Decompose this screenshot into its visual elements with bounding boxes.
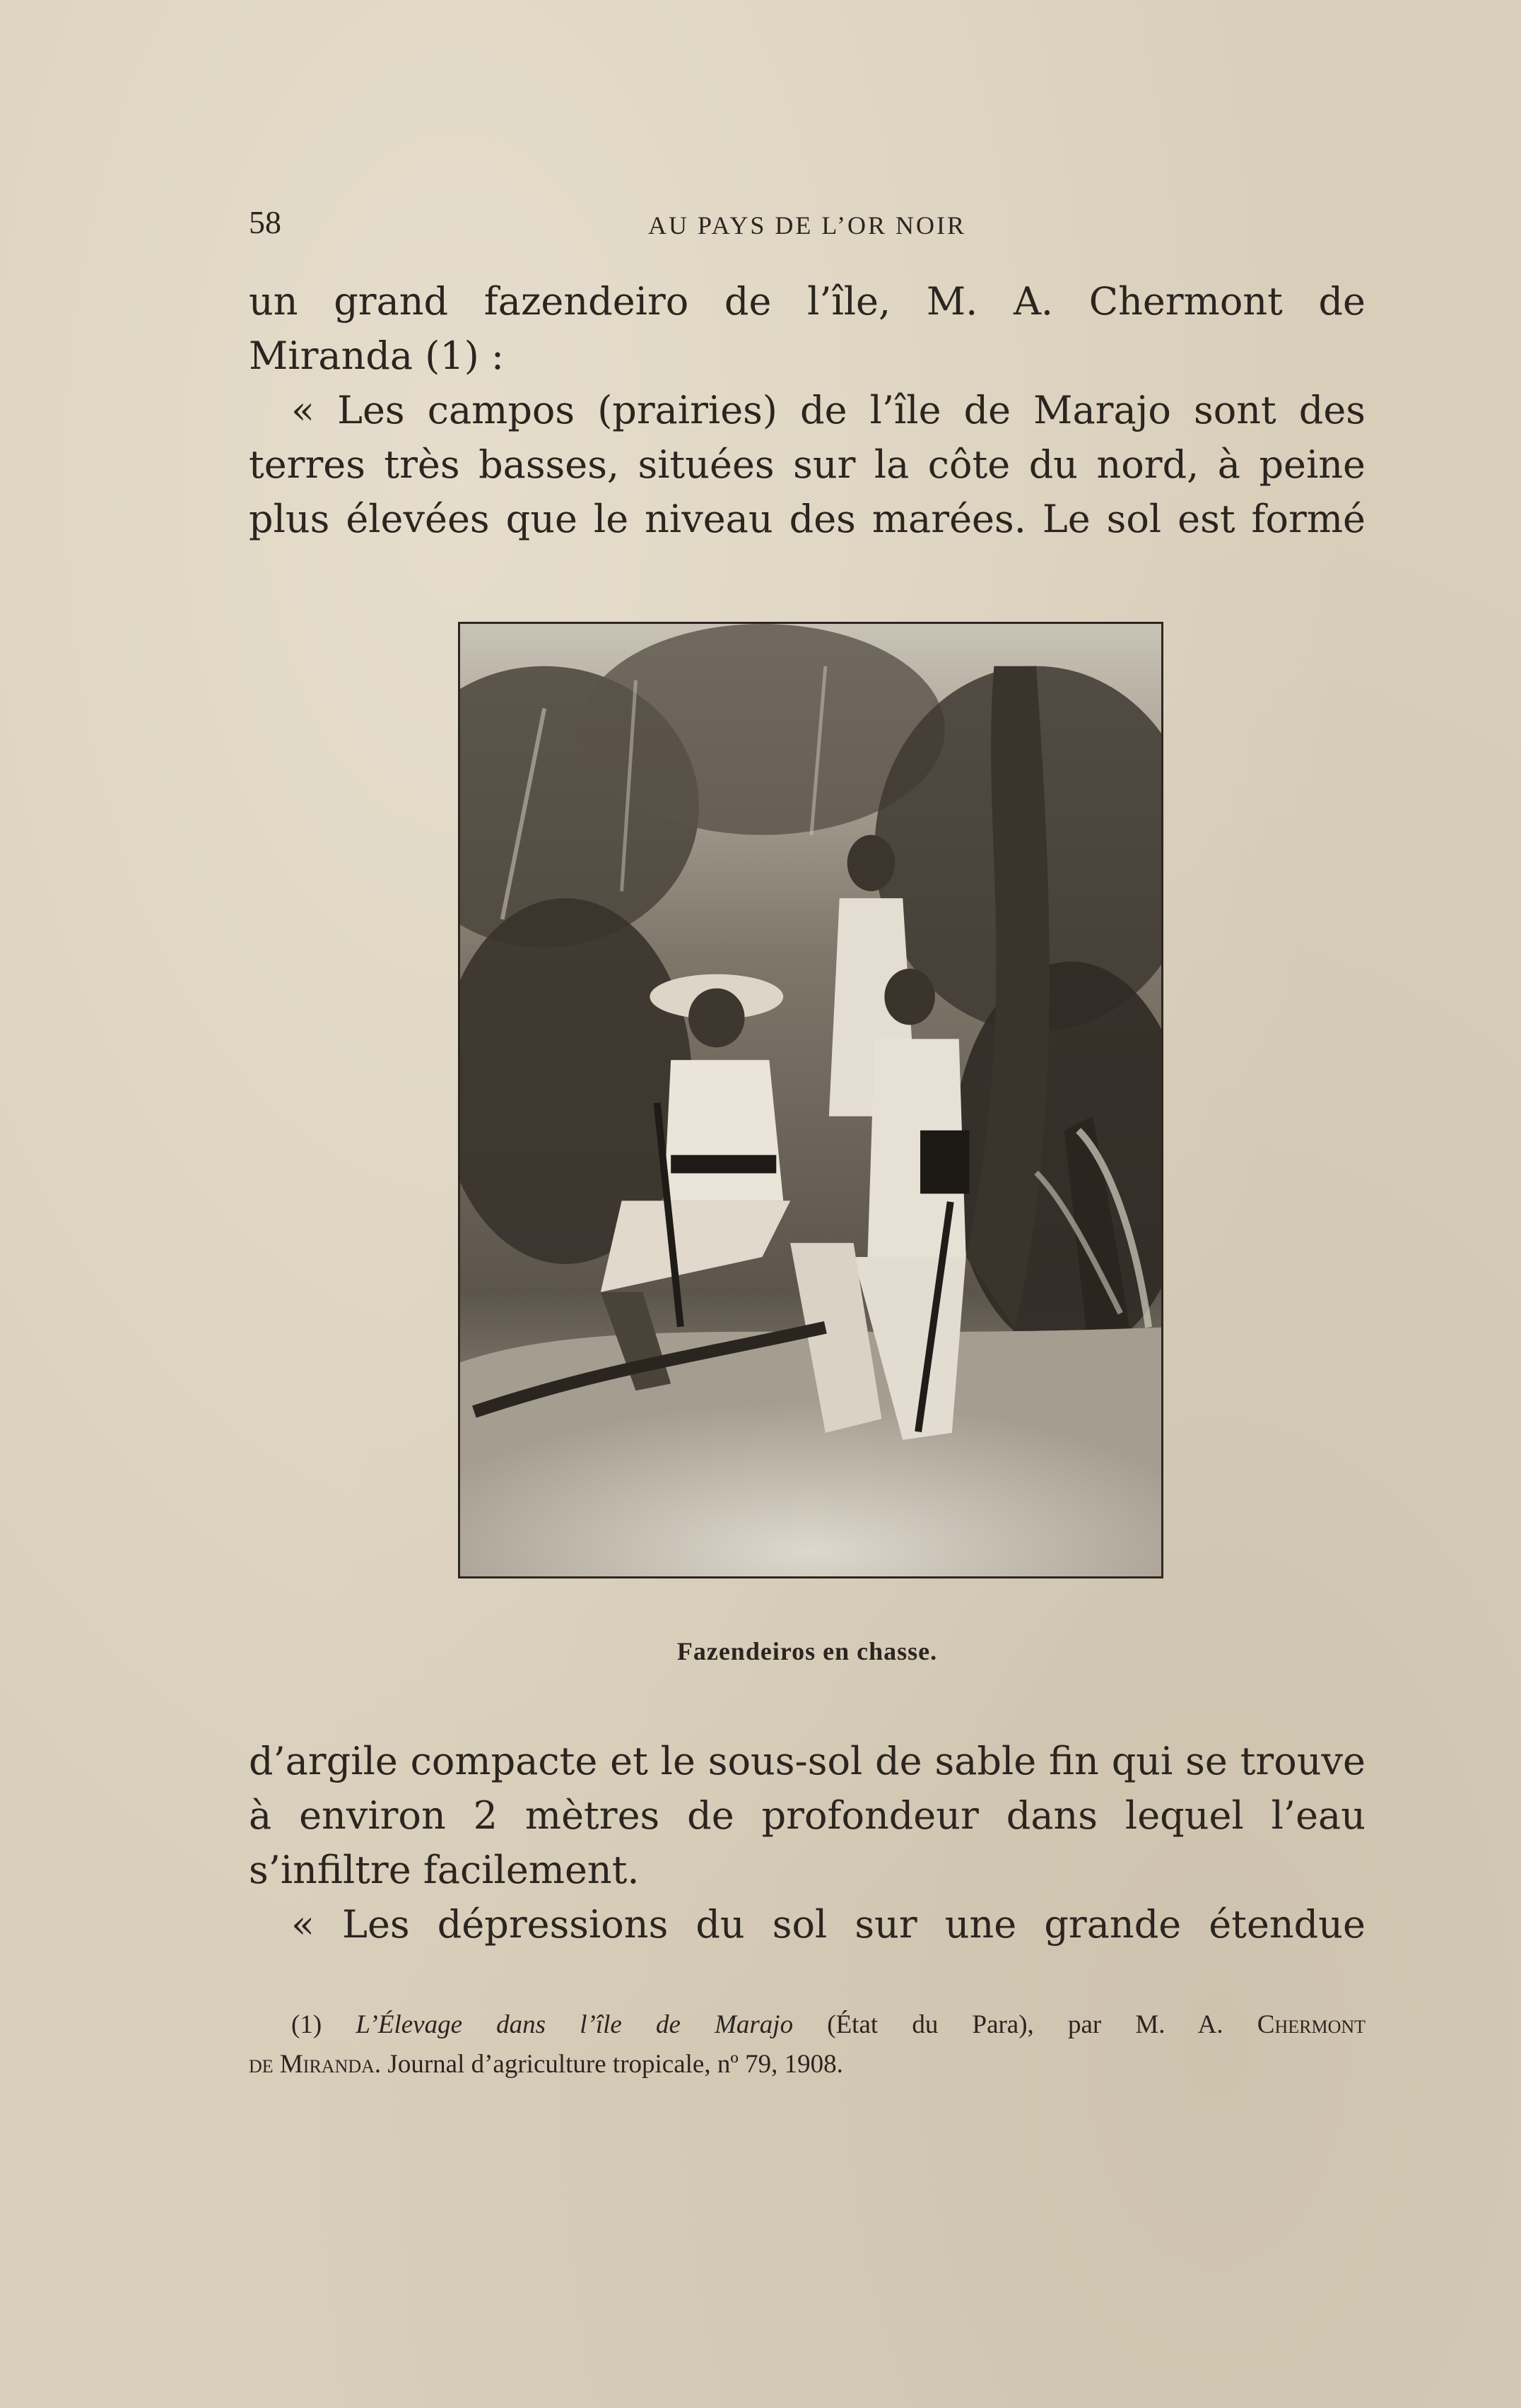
page-header <box>249 203 1366 246</box>
text-line: s’infiltre facilement. <box>249 1848 640 1892</box>
text-line: « Les dépressions du sol sur une grande étendue <box>291 1902 1366 1947</box>
photograph-hunters <box>458 622 1163 1578</box>
footnote-author-second: de Miranda. <box>249 2050 382 2079</box>
text-line: d’argile compacte et le sous-sol de sable fin qui se trouve <box>249 1739 1366 1783</box>
text-line: Miranda (1) : <box>249 334 505 378</box>
footnote-line <box>249 2005 1366 2045</box>
footnote-author-first: Chermont <box>1257 2010 1366 2039</box>
body-text-bottom <box>249 1734 1366 1952</box>
text-line: « Les campos (prairies) de l’île de Marajo sont des <box>291 388 1366 432</box>
footnote-journal: Journal d’agriculture tropicale, nº 79, 1908. <box>387 2050 843 2079</box>
footnote <box>249 2005 1366 2084</box>
running-title: AU PAYS DE L’OR NOIR <box>647 211 967 240</box>
page-number: 58 <box>249 204 281 240</box>
text-line: un grand fazendeiro de l’île, M. A. Chermont de <box>249 279 1366 324</box>
footnote-title: L’Élevage dans l’île de Marajo <box>356 2010 794 2039</box>
text-line: à environ 2 mètres de profondeur dans lequel l’eau <box>249 1793 1366 1838</box>
footnote-line <box>249 2045 1366 2084</box>
text-line: plus élevées que le niveau des marées. Le sol est formé <box>249 497 1366 541</box>
footnote-marker: (1) <box>291 2010 322 2039</box>
photograph-image <box>460 624 1161 1576</box>
figure-caption: Fazendeiros en chasse. <box>676 1637 938 1665</box>
text-line: terres très basses, situées sur la côte du nord, à peine <box>249 442 1366 487</box>
body-text-top <box>249 274 1366 546</box>
footnote-detail: (État du Para), par M. A. <box>827 2010 1223 2039</box>
